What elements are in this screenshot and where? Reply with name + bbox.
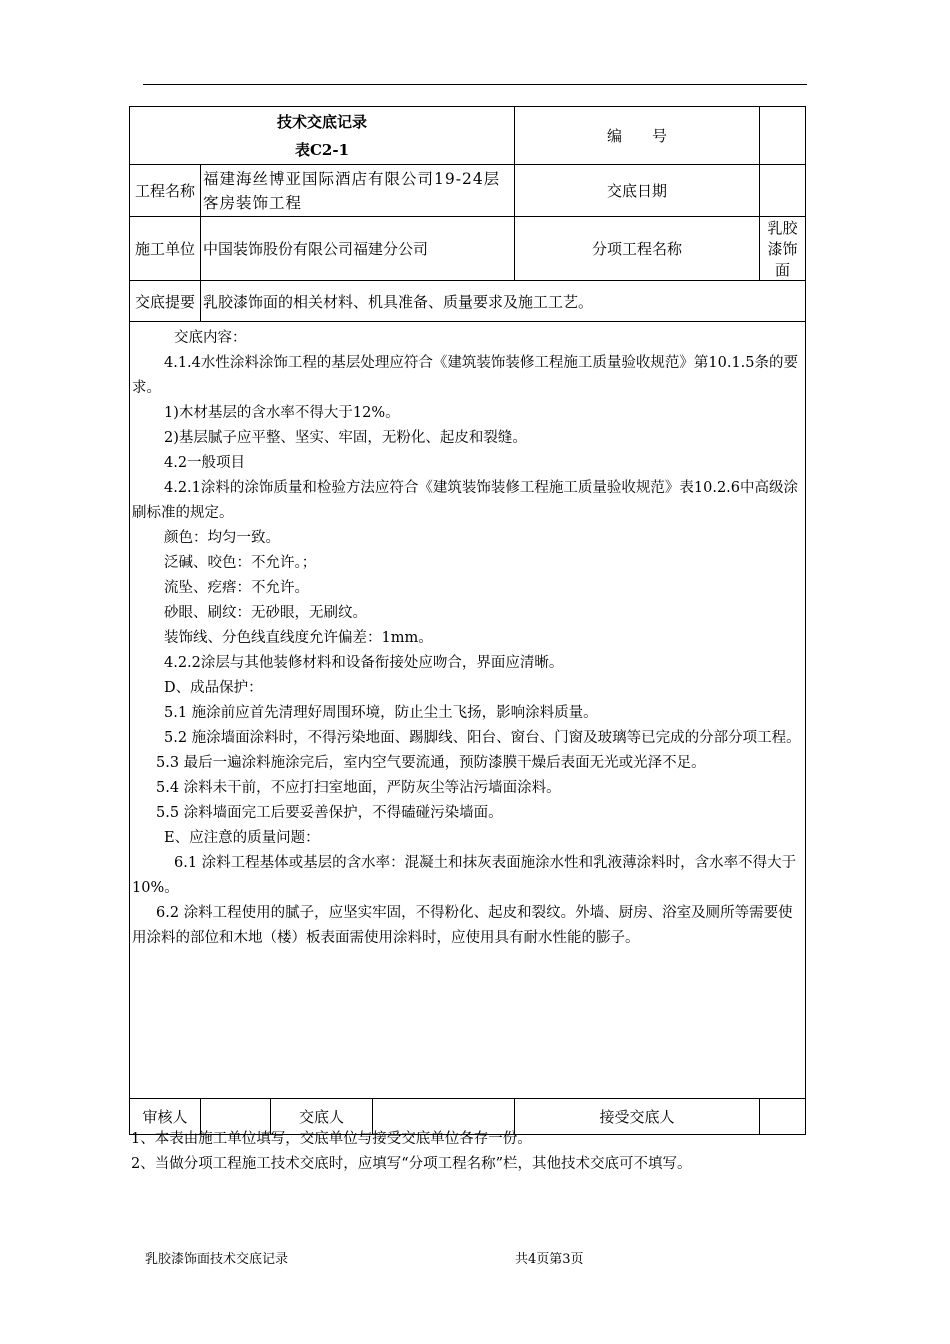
project-name-label: 工程名称 <box>130 165 201 217</box>
number-label: 编 号 <box>515 107 760 165</box>
content-line: D、成品保护： <box>164 680 263 696</box>
receiver-label: 接受交底人 <box>515 1099 760 1135</box>
content-line: 4.1.4水性涂料涂饰工程的基层处理应符合《建筑装饰装修工程施工质量验收规范》第10.1.5条的要求。 <box>132 355 799 396</box>
content-line: 泛碱、咬色：不允许。； <box>164 555 317 571</box>
unit-label: 施工单位 <box>130 217 201 281</box>
content-line: 4.2一般项目 <box>164 455 246 471</box>
content-line: 装饰线、分色线直线度允许偏差：1mm。 <box>164 630 433 646</box>
content-line: 颜色：均匀一致。 <box>164 530 280 546</box>
note-item: 2、当做分项工程施工技术交底时，应填写“分项工程名称”栏，其他技术交底可不填写。 <box>131 1156 692 1172</box>
content-line: 5.3 最后一遍涂料施涂完后，室内空气要流通，预防漆膜干燥后表面无光或光泽不足。 <box>156 755 706 771</box>
content-line: 5.4 涂料未干前，不应打扫室地面，严防灰尘等沾污墙面涂料。 <box>156 780 561 796</box>
subitem-label: 分项工程名称 <box>515 217 760 281</box>
reviewer-label: 审核人 <box>130 1099 201 1135</box>
form-notes <box>131 1127 692 1177</box>
footer-page-info: 共4页第3页 <box>515 1252 584 1267</box>
content-line: 6.2 涂料工程使用的腻子，应坚实牢固，不得粉化、起皮和裂纹。外墙、厨房、浴室及厕所等需要使用涂料的部位和木地（楼）板表面需使用涂料时，应使用具有耐水性能的膨子。 <box>132 905 793 946</box>
header-rule <box>143 84 807 85</box>
number-value[interactable] <box>760 107 806 165</box>
content-line: 1)木材基层的含水率不得大于12%。 <box>164 405 400 421</box>
unit-value[interactable]: 中国装饰股份有限公司福建分公司 <box>201 217 515 281</box>
date-value[interactable] <box>760 165 806 217</box>
subitem-value[interactable]: 乳胶漆饰面 <box>760 217 806 281</box>
content-line: 4.2.1涂料的涂饰质量和检验方法应符合《建筑装饰装修工程施工质量验收规范》表10.2.6中高级涂刷标准的规定。 <box>132 480 799 521</box>
content-line: 5.5 涂料墙面完工后要妥善保护，不得磕碰污染墙面。 <box>156 805 503 821</box>
note-item: 1、本表由施工单位填写，交底单位与接受交底单位各存一份。 <box>131 1131 532 1147</box>
content-line: 砂眼、刷纹：无砂眼，无刷纹。 <box>164 605 367 621</box>
content-line: 4.2.2涂层与其他装修材料和设备衔接处应吻合，界面应清晰。 <box>164 655 564 671</box>
content-line: E、应注意的质量问题： <box>164 830 320 846</box>
disclosure-content[interactable] <box>130 322 806 1099</box>
content-line: 5.1 施涂前应首先清理好周围环境，防止尘土飞扬，影响涂料质量。 <box>164 705 598 721</box>
project-name-value[interactable]: 福建海丝博亚国际酒店有限公司19-24层客房装饰工程 <box>201 165 515 217</box>
disclosure-form-table <box>129 106 806 1135</box>
content-line: 流坠、疙瘩：不允许。 <box>164 580 309 596</box>
content-line: 5.2 施涂墙面涂料时，不得污染地面、踢脚线、阳台、窗台、门窗及玻璃等已完成的分部分项工程。 <box>164 730 801 746</box>
form-title: 技术交底记录 <box>277 112 368 131</box>
form-code: 表C2-1 <box>294 140 350 159</box>
date-label: 交底日期 <box>515 165 760 217</box>
summary-label: 交底提要 <box>130 281 201 322</box>
content-heading: 交底内容： <box>174 330 247 346</box>
form-title-cell <box>130 107 515 165</box>
receiver-value[interactable] <box>760 1099 806 1135</box>
discloser-label: 交底人 <box>271 1099 373 1135</box>
summary-value[interactable]: 乳胶漆饰面的相关材料、机具准备、质量要求及施工工艺。 <box>201 281 806 322</box>
content-line: 2)基层腻子应平整、坚实、牢固，无粉化、起皮和裂缝。 <box>164 430 527 446</box>
content-line: 6.1 涂料工程基体或基层的含水率：混凝土和抹灰表面施涂水性和乳液薄涂料时，含水率不得大于10%。 <box>132 855 797 896</box>
footer-doc-title: 乳胶漆饰面技术交底记录 <box>145 1252 289 1267</box>
